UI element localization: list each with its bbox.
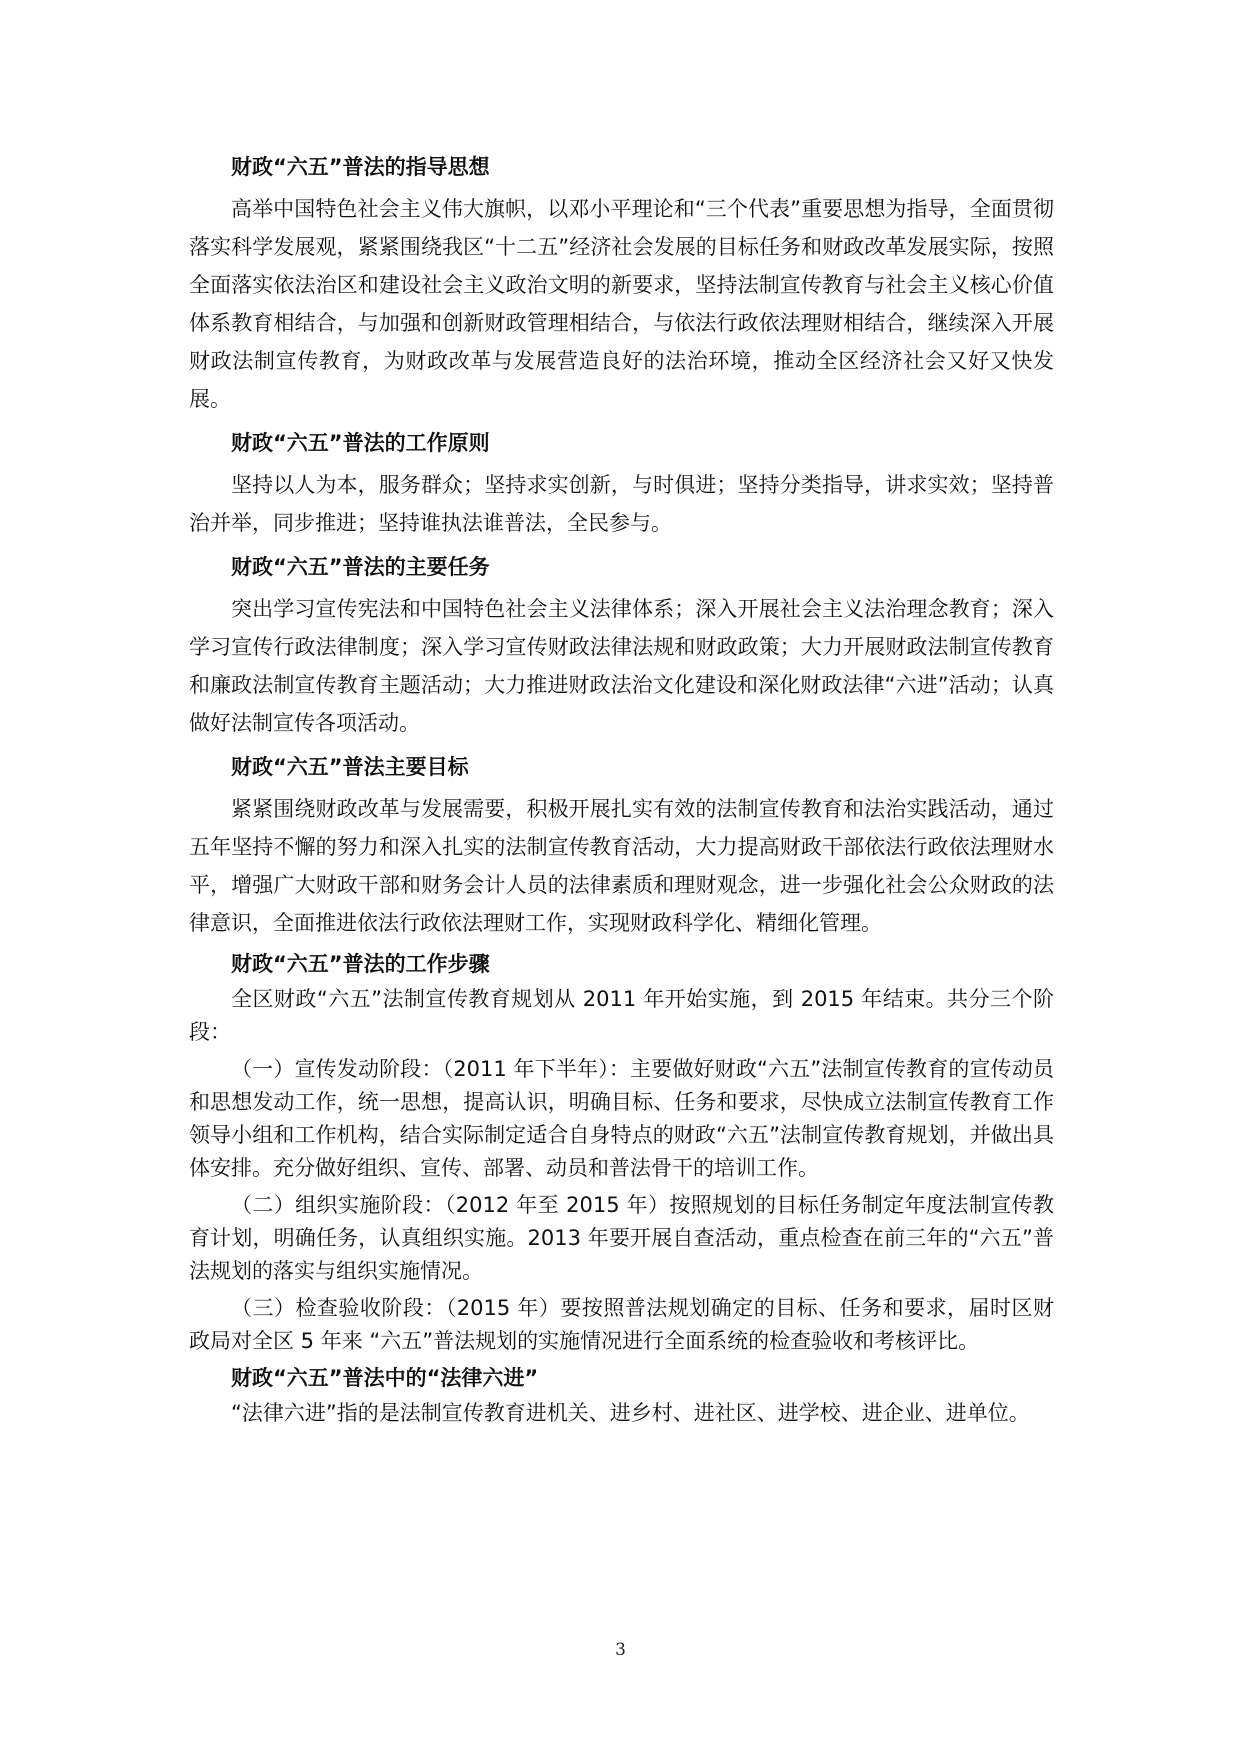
section-heading: 财政“六五”普法的工作步骤 [231, 952, 490, 976]
section-paragraph: 坚持以人为本，服务群众；坚持求实创新，与时俱进；坚持分类指导，讲求实效；坚持普治并举，同步推进；坚持谁执法谁普法，全民参与。 [189, 473, 1054, 535]
section-paragraph: 高举中国特色社会主义伟大旗帜，以邓小平理论和“三个代表”重要思想为指导，全面贯彻落实科学发展观，紧紧围绕我区“十二五”经济社会发展的目标任务和财政改革发展实际，按照全面落实依法治区和建设社会主义政治文明的新要求，坚持法制宣传教育与社会主义核心价值体系教育相结合，与加强和创新财政管理相结合，与依法行政依法理财相结合，继续深入开展财政法制宣传教育，为财政改革与发展营造良好的法治环境，推动全区经济社会又好又快发展。 [189, 197, 1054, 411]
section-heading: 财政“六五”普法主要目标 [231, 755, 469, 779]
stage-paragraph-inspection: （三）检查验收阶段：（2015 年）要按照普法规划确定的目标、任务和要求，届时区财政局对全区 5 年来 “六五”普法规划的实施情况进行全面系统的检查验收和考核评比。 [189, 1296, 1054, 1353]
section-main-tasks [189, 548, 1054, 742]
section-heading: 财政“六五”普法中的“法律六进” [231, 1366, 539, 1390]
section-heading: 财政“六五”普法的工作原则 [231, 431, 490, 455]
section-law-six-entries [189, 1362, 1054, 1430]
section-working-steps [189, 948, 1054, 1358]
section-paragraph: 紧紧围绕财政改革与发展需要，积极开展扎实有效的法制宣传教育和法治实践活动，通过五年坚持不懈的努力和深入扎实的法制宣传教育活动，大力提高财政干部依法行政依法理财水平，增强广大财政干部和财务会计人员的法律素质和理财观念，进一步强化社会公众财政的法律意识，全面推进依法行政依法理财工作，实现财政科学化、精细化管理。 [189, 797, 1054, 935]
document-body [189, 148, 1054, 1434]
stage-paragraph-publicity: （一）宣传发动阶段：（2011 年下半年）：主要做好财政“六五”法制宣传教育的宣传动员和思想发动工作，统一思想，提高认识，明确目标、任务和要求，尽快成立法制宣传教育工作领导小组和工作机构，结合实际制定适合自身特点的财政“六五”法制宣传教育规划，并做出具体安排。充分做好组织、宣传、部署、动员和普法骨干的培训工作。 [189, 1057, 1054, 1180]
page-number: 3 [615, 1640, 626, 1660]
section-paragraph: 全区财政“六五”法制宣传教育规划从 2011 年开始实施，到 2015 年结束。共分三个阶段： [189, 987, 1054, 1044]
section-heading: 财政“六五”普法的主要任务 [231, 555, 490, 579]
section-heading: 财政“六五”普法的指导思想 [231, 155, 490, 179]
section-guiding-ideology [189, 148, 1054, 418]
section-working-principles [189, 424, 1054, 542]
section-paragraph: “法律六进”指的是法制宣传教育进机关、进乡村、进社区、进学校、进企业、进单位。 [231, 1401, 1030, 1425]
section-main-goals [189, 748, 1054, 942]
section-paragraph: 突出学习宣传宪法和中国特色社会主义法律体系；深入开展社会主义法治理念教育；深入学习宣传行政法律制度；深入学习宣传财政法律法规和财政政策；大力开展财政法制宣传教育和廉政法制宣传教育主题活动；大力推进财政法治文化建设和深化财政法律“六进”活动；认真做好法制宣传各项活动。 [189, 597, 1054, 735]
stage-paragraph-implementation: （二）组织实施阶段：（2012 年至 2015 年）按照规划的目标任务制定年度法制宣传教育计划，明确任务，认真组织实施。2013 年要开展自查活动，重点检查在前三年的“六五”普法规划的落实与组织实施情况。 [189, 1193, 1054, 1283]
